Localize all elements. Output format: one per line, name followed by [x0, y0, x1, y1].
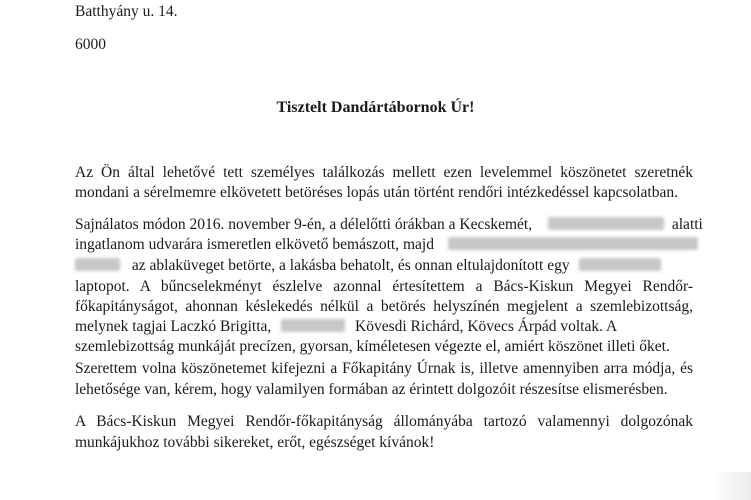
paragraph-2-line-1: Sajnálatos módon 2016. november 9-én, a délelőtti órákban a Kecskemét, alatti: [75, 216, 703, 233]
paragraph-1-line-2: mondani a sérelmemre elkövetett betöréses lopás után történt rendőri intézkedéssel kapcsolatban.: [75, 184, 678, 201]
address-street: Batthyány u. 14.: [75, 3, 178, 20]
paragraph-2-line-3: az ablaküveget betörte, a lakásba behatolt, és onnan eltulajdonított egy: [75, 257, 661, 275]
paragraph-3-line-2: lehetősége van, kérem, hogy valamilyen formában az érintett dolgozóit részesítse elismerésben.: [75, 381, 668, 398]
redacted-text: [448, 237, 698, 250]
paragraph-2-line-6: melynek tagjai Laczkó Brigitta, Kövesdi Richárd, Kövecs Árpád voltak. A: [75, 318, 618, 335]
redacted-name: [281, 319, 345, 332]
redacted-address: [548, 217, 664, 230]
paragraph-3-line-1: Szerettem volna köszönetemet kifejezni a Főkapitány Úrnak is, illetve amennyiben arra módja, és: [75, 360, 693, 377]
redacted-text: [75, 258, 120, 271]
paragraph-2-line-7: szemlebizottság munkáját precízen, gyorsan, kíméletesen végezte el, amiért köszönet illeti őket.: [75, 338, 670, 355]
paragraph-1-line-1: Az Ön által lehetővé tett személyes találkozás mellett ezen levelemmel köszönetet szeretnék: [75, 164, 693, 181]
address-postcode: 6000: [75, 36, 106, 53]
salutation: Tisztelt Dandártábornok Úr!: [276, 99, 475, 116]
paragraph-2-line-5: főkapitányságot, ahonnan késlekedés nélkül a betörés helyszínén megjelent a szemlebizottság,: [75, 298, 693, 315]
page-edge-shadow: [711, 472, 751, 500]
redacted-text: [579, 258, 661, 271]
paragraph-4-line-2: munkájukhoz további sikereket, erőt, egészséget kívánok!: [75, 434, 435, 451]
paragraph-2-line-4: laptopot. A bűncselekményt észlelve azonnal értesítettem a Bács-Kiskun Megyei Rendőr-: [75, 278, 693, 295]
paragraph-4-line-1: A Bács-Kiskun Megyei Rendőr-főkapitányság állományába tartozó valamennyi dolgozónak: [75, 413, 693, 430]
paragraph-2-line-2: ingatlanom udvarára ismeretlen elkövető bemászott, majd: [75, 236, 698, 254]
